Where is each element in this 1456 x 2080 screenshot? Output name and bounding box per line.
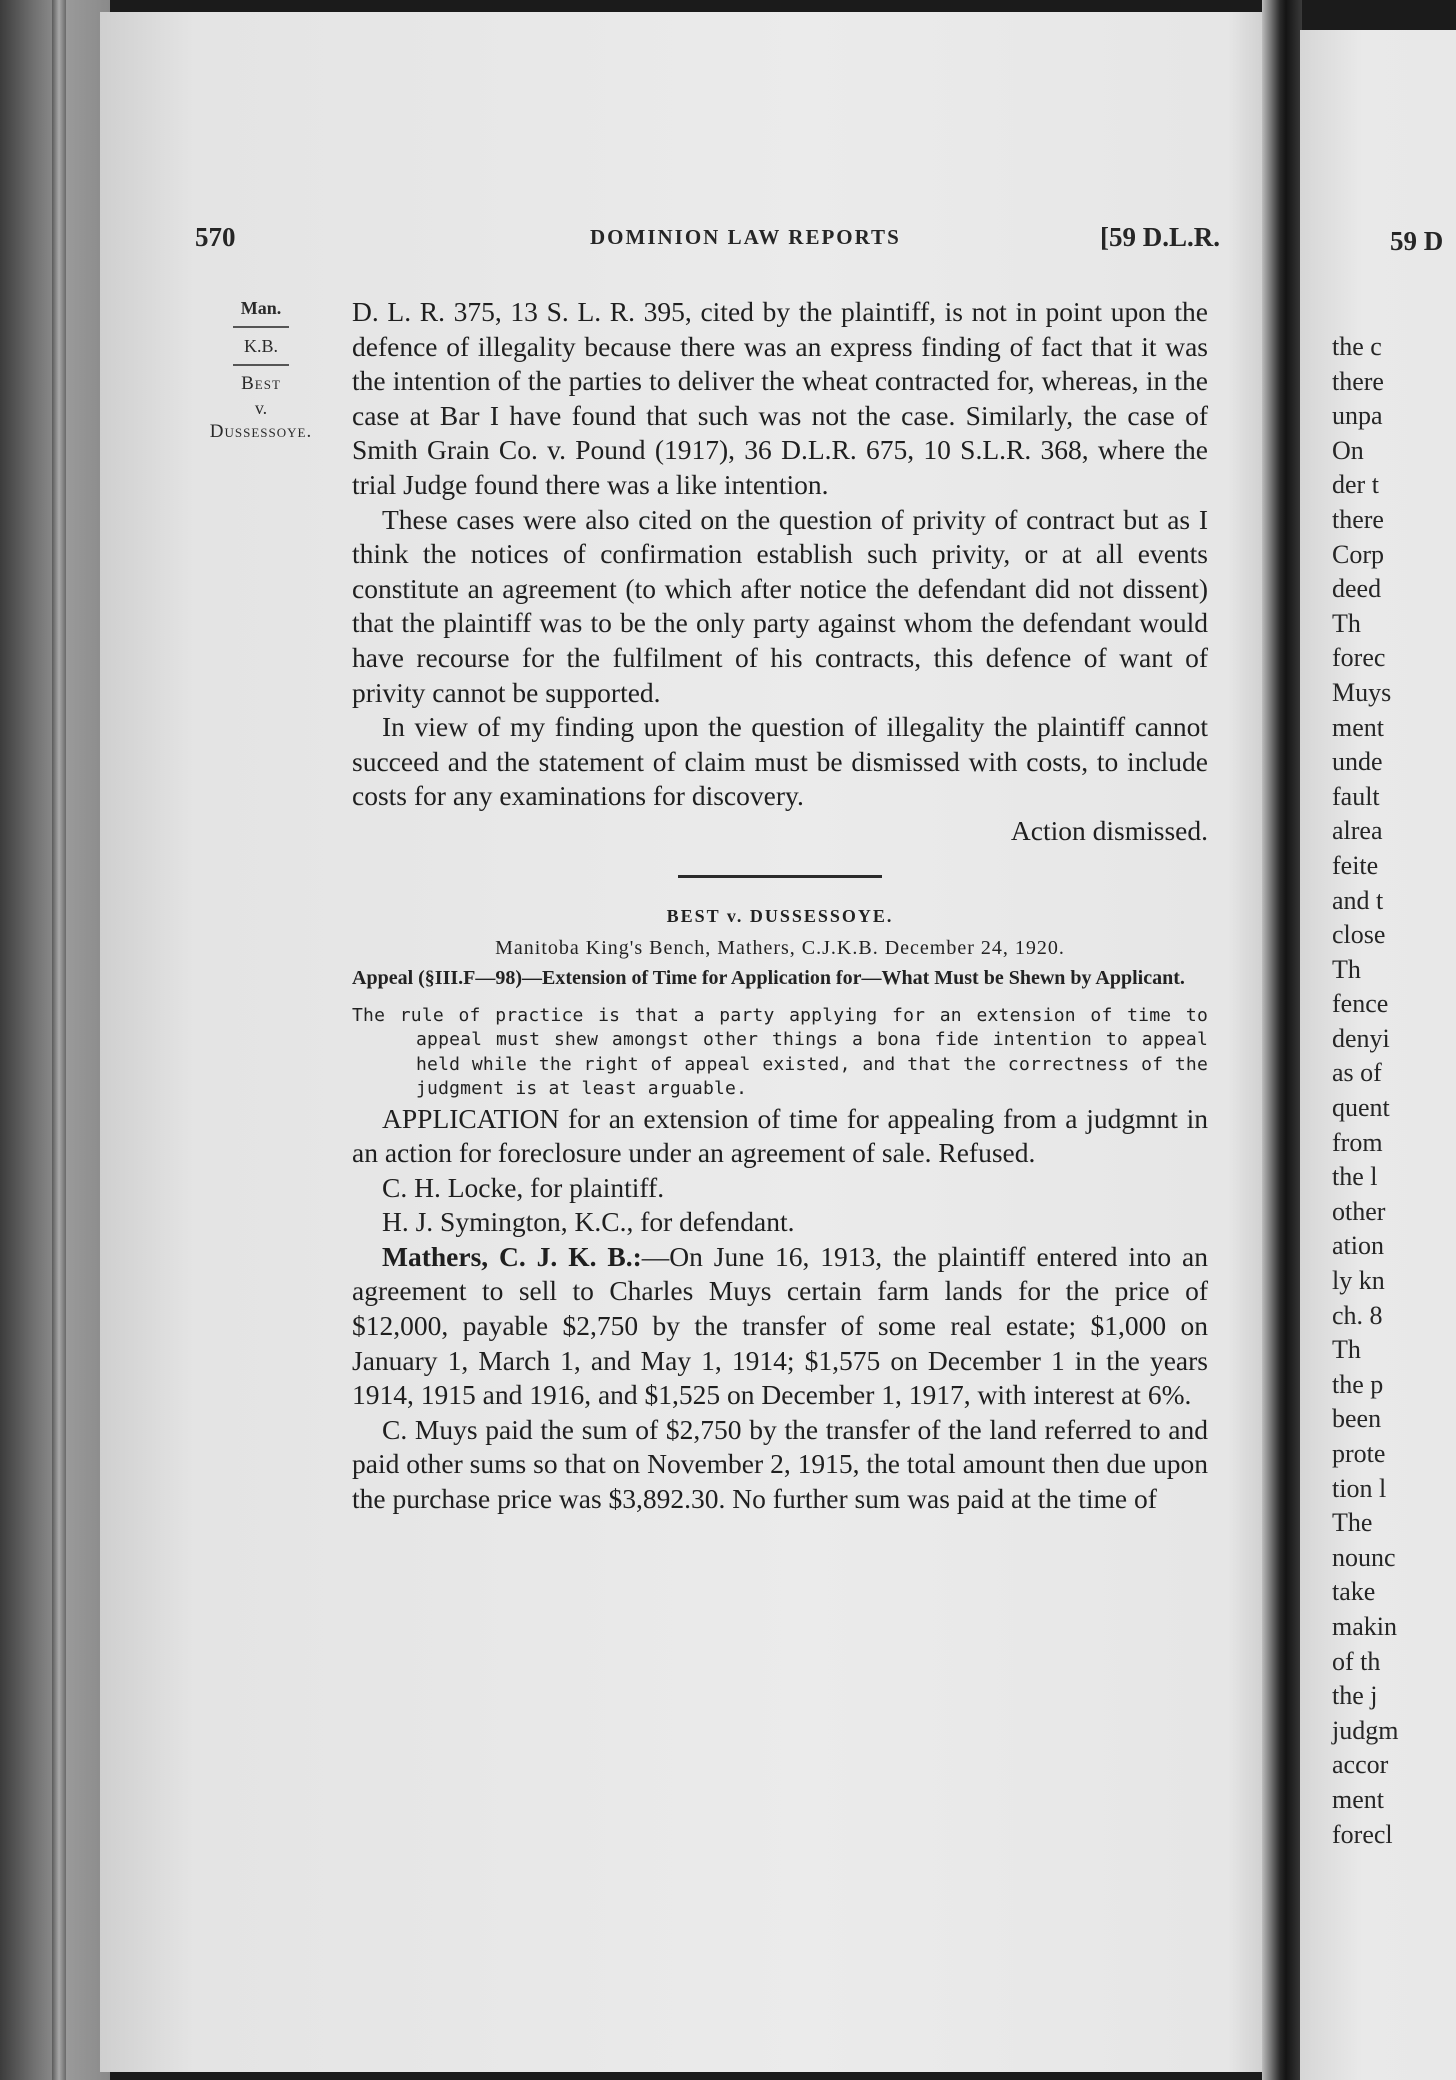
right-page-line: feite xyxy=(1332,850,1379,880)
counsel-defendant: H. J. Symington, K.C., for defendant. xyxy=(382,1206,795,1238)
right-page-line: On xyxy=(1332,435,1364,465)
right-page-line: as of xyxy=(1332,1058,1382,1088)
right-page-line: Th xyxy=(1332,954,1361,984)
right-page-line: prote xyxy=(1332,1439,1386,1468)
right-page-line: makin xyxy=(1332,1611,1397,1641)
right-page-line: nounc xyxy=(1332,1542,1396,1572)
page-header xyxy=(195,222,1225,262)
right-page-line: Th xyxy=(1332,1335,1361,1365)
sidenote-rule xyxy=(233,326,289,328)
right-page-line: fence xyxy=(1332,989,1389,1019)
right-page-line: ment xyxy=(1332,1784,1384,1814)
counsel-plaintiff: C. H. Locke, for plaintiff. xyxy=(382,1171,665,1203)
page-edges xyxy=(52,0,66,2080)
sidenote-versus: v. xyxy=(254,398,268,418)
right-page-line: and t xyxy=(1332,885,1384,915)
case-title: BEST v. DUSSESSOYE. xyxy=(666,905,894,926)
page-number: 570 xyxy=(195,222,236,252)
sidenote-court: K.B. xyxy=(243,336,278,356)
paragraph-1: D. L. R. 375, 13 S. L. R. 395, cited by the plaintiff, is not in point upon the defence of illegality because there was an express finding of fact that it was the intention of the parties to deliver the wheat contracted for, whereas, in the case at Bar I have found that such was not the case. Similarly, the case of Smith Grain Co. v. Pound (1917), 36 D.L.R. 675, 10 S.L.R. 368, where the trial Judge found there was a like intention. xyxy=(352,296,1208,500)
judgment-paragraph-2: C. Muys paid the sum of $2,750 by the transfer of the land referred to and paid other sums so that on November 2, 1915, the total amount then due upon the purchase price was $3,892.30. No further sum was paid at the time of xyxy=(352,1413,1208,1515)
right-page-line: accor xyxy=(1332,1750,1389,1780)
right-page-line: the c xyxy=(1332,332,1382,361)
paragraph-3: In view of my finding upon the question of illegality the plaintiff cannot succeed and the statement of claim must be dismissed with costs, to include costs for any examinations for discovery. xyxy=(352,711,1208,812)
judgment-paragraph-1 xyxy=(352,1240,1208,1413)
right-page-line: take xyxy=(1332,1577,1376,1607)
right-page-line: The xyxy=(1332,1508,1373,1538)
right-page-line: unpa xyxy=(1332,401,1383,431)
right-page-line: from xyxy=(1332,1127,1383,1157)
right-page-line: deed xyxy=(1332,574,1382,604)
right-page-line: other xyxy=(1332,1196,1386,1226)
right-page-header: 59 D xyxy=(1390,226,1444,256)
court-line: Manitoba King's Bench, Mathers, C.J.K.B. December 24, 1920. xyxy=(495,936,1065,959)
right-page-line: ch. 8 xyxy=(1332,1300,1383,1330)
right-page-line: ly kn xyxy=(1332,1266,1385,1296)
section-divider xyxy=(678,875,882,878)
sidenote-jurisdiction: Man. xyxy=(240,298,282,318)
right-page-line: the j xyxy=(1332,1681,1378,1711)
volume-reference: [59 D.L.R. xyxy=(1100,222,1220,252)
sidenote-party-2: Dussessoye. xyxy=(209,421,313,442)
right-page-line: forec xyxy=(1332,643,1386,673)
right-page-line: tion l xyxy=(1332,1473,1387,1503)
right-page-line: there xyxy=(1332,366,1384,396)
right-page-line: of th xyxy=(1332,1646,1381,1676)
right-page-line: fault xyxy=(1332,781,1380,811)
right-page-line: alrea xyxy=(1332,816,1383,846)
sidenote-party-1: Best xyxy=(241,373,281,394)
right-page-line: there xyxy=(1332,504,1384,534)
right-page-line: the l xyxy=(1332,1162,1378,1192)
running-title: DOMINION LAW REPORTS xyxy=(590,225,901,249)
right-page-line: close xyxy=(1332,920,1386,950)
right-page-line: judgm xyxy=(1332,1715,1399,1745)
headnote-text: The rule of practice is that a party applying for an extension of time to appeal must shew amongst other things a bona fide intention to appeal held while the right of appeal existed, and that the correctness of the judgment is at least arguable. xyxy=(352,1004,1208,1099)
right-page xyxy=(1300,30,1456,2080)
margin-sidenote xyxy=(186,296,336,444)
judgment-text-1: —On June 16, 1913, the plaintiff entered into an agreement to sell to Charles Muys certain farm lands for the price of $12,000, payable $2,750 by the transfer of some real estate; $1,000 on January 1, March 1, and May 1, 1914; $1,575 on December 1 in the years 1914, 1915 and 1916, and $1,525 on December 1, 1917, with interest at 6%. xyxy=(352,1240,1208,1411)
case-result: Action dismissed. xyxy=(1010,814,1208,846)
right-page-text xyxy=(1332,330,1456,1852)
headnote-subject: Appeal (§III.F—98)—Extension of Time for Application for—What Must be Shewn by Applicant. xyxy=(352,966,1185,989)
right-page-line: the p xyxy=(1332,1369,1384,1399)
right-page-line: Th xyxy=(1332,608,1361,638)
paragraph-2: These cases were also cited on the question of privity of contract but as I think the notices of confirmation establish such privity, or at all events constitute an agreement (to which after notice the defendant did not dissent) that the plaintiff was to be the only party against whom the defendant would have recourse for the fulfilment of his contracts, this defence of want of privity cannot be supported. xyxy=(352,503,1208,708)
sidenote-rule xyxy=(233,364,289,366)
judge-name: Mathers, C. J. K. B.: xyxy=(382,1240,642,1272)
right-page-line: forecl xyxy=(1332,1819,1393,1849)
right-page-line: quent xyxy=(1332,1093,1390,1123)
right-page-line: ment xyxy=(1332,712,1384,742)
right-page-line: der t xyxy=(1332,470,1379,500)
book-gutter xyxy=(1262,0,1302,2080)
page-body xyxy=(352,295,1208,1517)
right-page-line: ation xyxy=(1332,1231,1384,1261)
right-page-line: been xyxy=(1332,1404,1382,1434)
application-paragraph: APPLICATION for an extension of time for appealing from a judgmnt in an action for foreclosure under an agreement of sale. Refused. xyxy=(352,1102,1208,1169)
right-page-line: Muys xyxy=(1332,677,1392,707)
right-page-line: unde xyxy=(1332,747,1383,777)
right-page-line: denyi xyxy=(1332,1023,1390,1053)
right-page-line: Corp xyxy=(1332,539,1384,569)
